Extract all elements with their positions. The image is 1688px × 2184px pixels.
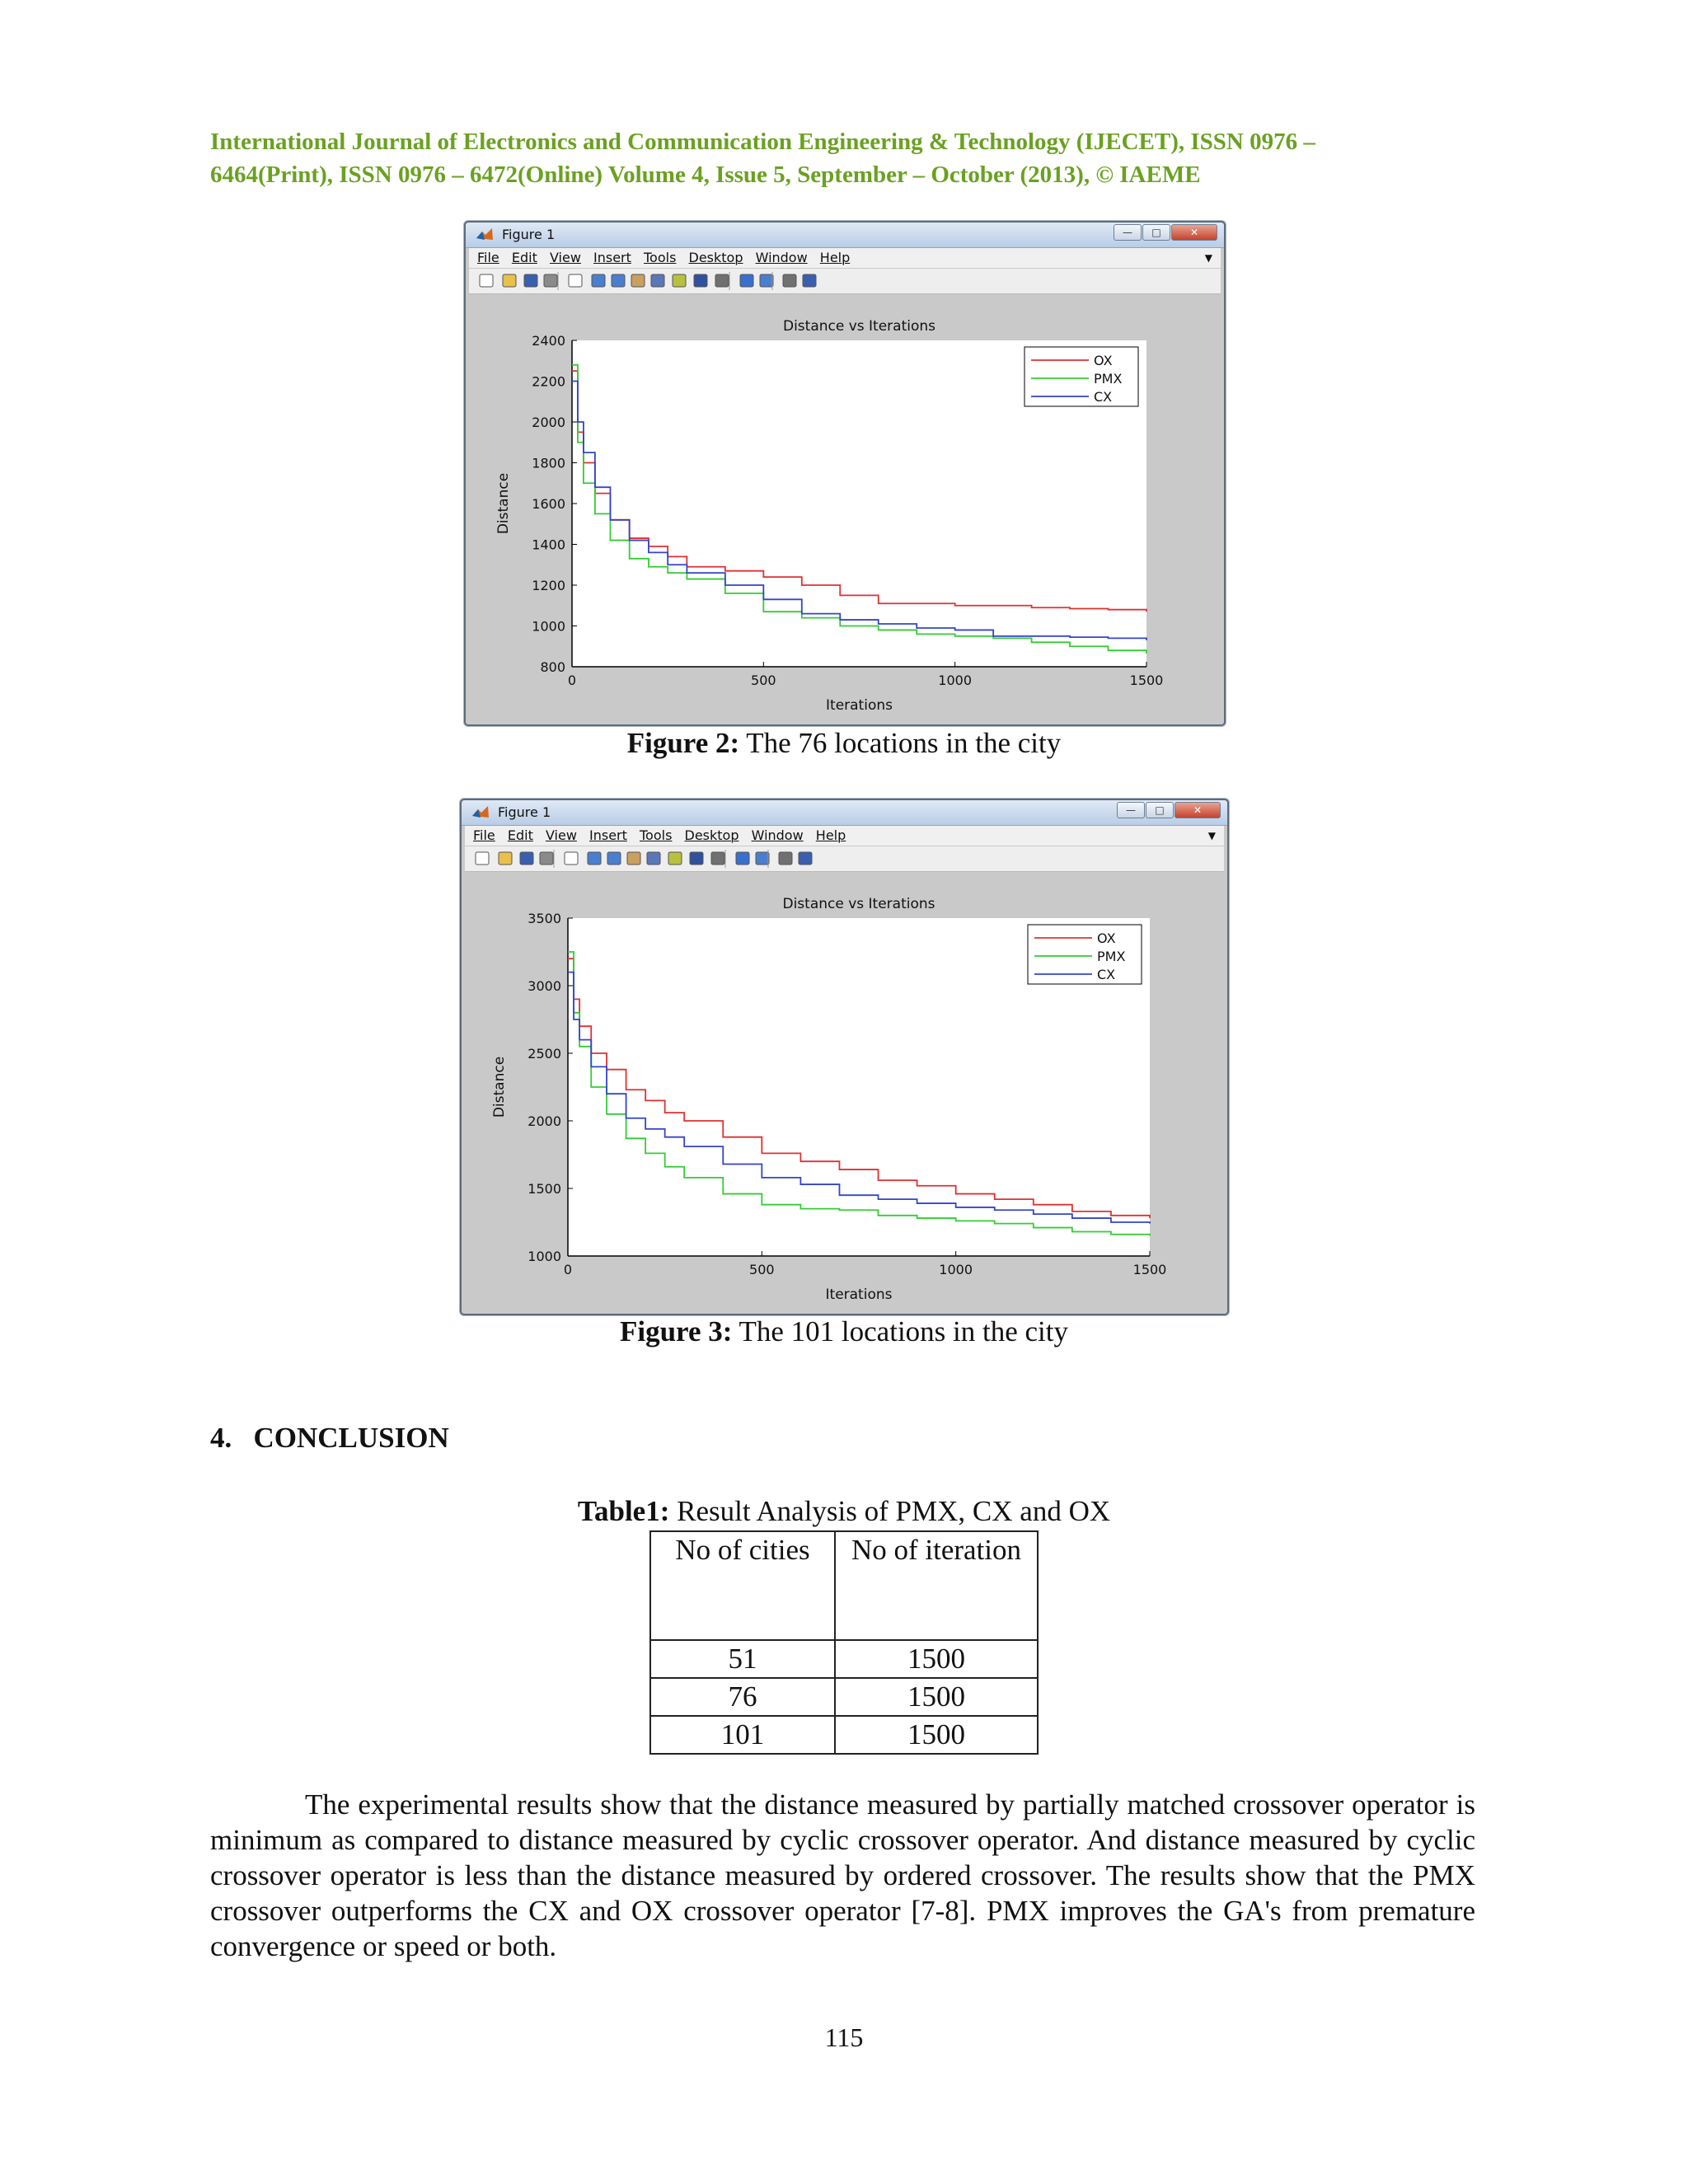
close-icon[interactable]: ✕ — [1175, 802, 1221, 818]
zoom-out-icon[interactable] — [612, 274, 625, 287]
x-tick-label: 0 — [567, 673, 577, 688]
y-tick-label: 1600 — [532, 496, 565, 512]
print-icon[interactable] — [544, 274, 557, 287]
window-titlebar — [462, 800, 1227, 826]
save-icon[interactable] — [520, 852, 533, 865]
y-tick-label: 2200 — [532, 373, 565, 390]
toolbar-icons — [465, 846, 1227, 871]
menubar — [469, 248, 1221, 268]
table-row — [650, 1678, 1038, 1716]
y-tick-label: 2500 — [528, 1046, 561, 1062]
print-icon-shape — [540, 852, 553, 865]
window-title: Figure 1 — [502, 227, 556, 242]
x-tick-label: 500 — [749, 1262, 775, 1277]
menu-file[interactable]: File — [477, 250, 499, 265]
chart-figure-3 — [465, 873, 1224, 1309]
zoom-in-icon[interactable] — [588, 852, 601, 865]
minimize-icon[interactable]: — — [1114, 224, 1142, 241]
menu-help[interactable]: Help — [815, 827, 846, 843]
data-cursor-icon[interactable] — [668, 852, 682, 865]
y-tick-label: 2400 — [532, 333, 565, 349]
zoom-out-icon-shape — [612, 274, 625, 287]
colorbar-icon-shape — [740, 274, 753, 287]
link-plot-icon-shape — [715, 274, 729, 287]
x-tick-label: 1500 — [1132, 1262, 1167, 1277]
menu-view[interactable]: View — [549, 250, 581, 265]
section-heading — [210, 1422, 449, 1455]
menu-tools[interactable]: Tools — [640, 827, 673, 843]
brush-icon-shape — [690, 852, 703, 865]
y-tick-label: 1800 — [532, 455, 565, 471]
y-axis-label: Distance — [495, 472, 512, 535]
table-caption-text: Result Analysis of PMX, CX and OX — [669, 1495, 1111, 1527]
menu-help[interactable]: Help — [819, 250, 851, 265]
chart-title: Distance vs Iterations — [782, 318, 936, 335]
figure-window-2 — [460, 799, 1229, 1315]
show-plot-tools-icon-shape — [803, 274, 816, 287]
arrow-select-icon[interactable] — [565, 852, 578, 865]
menu-overflow-icon[interactable]: ▼ — [1207, 830, 1216, 841]
legend-icon[interactable] — [756, 852, 769, 865]
menu-overflow-icon[interactable]: ▼ — [1204, 252, 1212, 264]
colorbar-icon-shape — [736, 852, 749, 865]
table-header-row — [650, 1531, 1038, 1640]
link-plot-icon[interactable] — [711, 852, 724, 865]
arrow-select-icon-shape — [569, 274, 582, 287]
hide-plot-tools-icon[interactable] — [783, 274, 796, 287]
figure-window-1 — [464, 221, 1226, 726]
print-icon[interactable] — [540, 852, 553, 865]
y-tick-label: 1500 — [528, 1181, 561, 1197]
zoom-in-icon[interactable] — [592, 274, 605, 287]
x-axis-label: Iterations — [825, 1286, 893, 1303]
menu-window[interactable]: Window — [755, 250, 808, 265]
chart-title: Distance vs Iterations — [782, 896, 935, 912]
figure-3-caption-text: The 101 locations in the city — [732, 1315, 1069, 1347]
brush-icon-shape — [694, 274, 707, 287]
rotate-3d-icon-shape — [647, 852, 660, 865]
menu-window[interactable]: Window — [751, 827, 804, 843]
y-tick-label: 2000 — [532, 415, 565, 430]
figure-toolbar — [469, 269, 1221, 294]
table-cell: 101 — [650, 1716, 835, 1754]
y-axis-label: Distance — [491, 1056, 508, 1118]
x-tick-label: 1000 — [938, 673, 973, 688]
x-axis-label: Iterations — [826, 697, 893, 714]
menu-view[interactable]: View — [545, 827, 577, 843]
legend-label-pmx: PMX — [1097, 949, 1126, 964]
table-row — [650, 1640, 1038, 1678]
menubar — [465, 826, 1224, 846]
hide-plot-tools-icon[interactable] — [779, 852, 792, 865]
link-plot-icon[interactable] — [715, 274, 729, 287]
section-number: 4. — [210, 1422, 232, 1454]
table-cell: 1500 — [835, 1640, 1038, 1678]
table-caption-label: Table1: — [577, 1495, 670, 1527]
rotate-3d-icon[interactable] — [651, 274, 664, 287]
data-cursor-icon-shape — [668, 852, 682, 865]
maximize-icon[interactable]: □ — [1142, 224, 1170, 241]
menu-edit[interactable]: Edit — [511, 250, 537, 265]
zoom-out-icon[interactable] — [607, 852, 621, 865]
menu-tools[interactable]: Tools — [644, 250, 677, 265]
journal-header-line1: International Journal of Electronics and Communication Engineering & Technology (IJECET), ISSN 0976 – — [210, 129, 1315, 155]
save-icon-shape — [520, 852, 533, 865]
result-table — [649, 1530, 1039, 1755]
zoom-in-icon-shape — [588, 852, 601, 865]
new-figure-icon-shape — [480, 274, 493, 287]
y-tick-label: 1400 — [532, 537, 565, 553]
window-title: Figure 1 — [498, 804, 551, 820]
brush-icon[interactable] — [690, 852, 703, 865]
open-file-icon[interactable] — [499, 852, 512, 865]
matlab-logo-icon — [471, 804, 490, 819]
figure-2-caption — [0, 727, 1688, 760]
x-tick-label: 500 — [751, 673, 776, 688]
menu-edit[interactable]: Edit — [507, 827, 533, 843]
matlab-logo-icon — [476, 227, 494, 241]
colorbar-icon[interactable] — [736, 852, 749, 865]
link-plot-icon-shape — [711, 852, 724, 865]
pan-hand-icon-shape — [627, 852, 640, 865]
minimize-icon[interactable]: — — [1117, 802, 1145, 818]
arrow-select-icon-shape — [565, 852, 578, 865]
journal-header — [210, 125, 1479, 191]
save-icon-shape — [524, 274, 537, 287]
chart-area — [469, 295, 1221, 721]
figure-3-caption-label: Figure 3: — [619, 1315, 733, 1347]
data-cursor-icon[interactable] — [673, 274, 686, 287]
chart-figure-2 — [469, 295, 1221, 719]
figure-toolbar — [465, 846, 1224, 872]
legend-icon-shape — [760, 274, 773, 287]
table-caption — [0, 1495, 1688, 1528]
page-number: 115 — [824, 2022, 864, 2052]
new-figure-icon-shape — [476, 852, 489, 865]
menu-desktop[interactable]: Desktop — [688, 250, 743, 265]
legend-icon-shape — [756, 852, 769, 865]
menu-insert[interactable]: Insert — [589, 827, 627, 843]
zoom-in-icon-shape — [592, 274, 605, 287]
table-cell: 51 — [650, 1640, 835, 1678]
y-tick-label: 1200 — [532, 578, 565, 593]
colorbar-icon[interactable] — [740, 274, 753, 287]
y-tick-label: 1000 — [528, 1249, 561, 1264]
legend-label-ox: OX — [1097, 930, 1116, 946]
hide-plot-tools-icon-shape — [783, 274, 796, 287]
show-plot-tools-icon[interactable] — [803, 274, 816, 287]
close-icon[interactable]: ✕ — [1171, 224, 1217, 241]
x-tick-label: 0 — [563, 1262, 573, 1277]
maximize-icon[interactable]: □ — [1146, 802, 1174, 818]
legend-label-pmx: PMX — [1094, 371, 1123, 387]
section-title: CONCLUSION — [253, 1422, 449, 1454]
table-header-cities: No of cities — [650, 1531, 835, 1640]
table-cell: 1500 — [835, 1678, 1038, 1716]
table-row — [650, 1716, 1038, 1754]
conclusion-paragraph: The experimental results show that the distance measured by partially matched crossover operator is minimum as compared to distance measured by cyclic crossover operator. And distance measured by cyclic crossover operator is less than the distance measured by ordered crossover. The results show that the PMX crossover outperforms the CX and OX crossover operator [7-8]. PMX improves the GA's from premature convergence or speed or both. — [210, 1788, 1475, 1962]
pan-hand-icon[interactable] — [631, 274, 645, 287]
toolbar-icons — [469, 269, 1224, 293]
legend-label-ox: OX — [1094, 353, 1113, 368]
table-cell: 1500 — [835, 1716, 1038, 1754]
table-header-iteration: No of iteration — [835, 1531, 1038, 1640]
chart-area — [465, 873, 1224, 1310]
y-tick-label: 3500 — [528, 911, 561, 926]
menu-desktop[interactable]: Desktop — [684, 827, 739, 843]
data-cursor-icon-shape — [673, 274, 686, 287]
y-tick-label: 800 — [540, 659, 565, 675]
show-plot-tools-icon[interactable] — [799, 852, 812, 865]
new-figure-icon[interactable] — [480, 274, 493, 287]
y-tick-label: 2000 — [528, 1113, 561, 1129]
pan-hand-icon[interactable] — [627, 852, 640, 865]
zoom-out-icon-shape — [607, 852, 621, 865]
figure-3-caption — [0, 1315, 1688, 1348]
show-plot-tools-icon-shape — [799, 852, 812, 865]
window-titlebar — [466, 223, 1224, 248]
legend-icon[interactable] — [760, 274, 773, 287]
print-icon-shape — [544, 274, 557, 287]
figure-2-caption-label: Figure 2: — [626, 727, 740, 759]
arrow-select-icon[interactable] — [569, 274, 582, 287]
open-file-icon-shape — [499, 852, 512, 865]
save-icon[interactable] — [524, 274, 537, 287]
new-figure-icon[interactable] — [476, 852, 489, 865]
y-tick-label: 3000 — [528, 978, 561, 994]
open-file-icon[interactable] — [503, 274, 516, 287]
rotate-3d-icon[interactable] — [647, 852, 660, 865]
pan-hand-icon-shape — [631, 274, 645, 287]
brush-icon[interactable] — [694, 274, 707, 287]
figure-2-caption-text: The 76 locations in the city — [739, 727, 1062, 759]
menu-file[interactable]: File — [473, 827, 495, 843]
open-file-icon-shape — [503, 274, 516, 287]
journal-header-line2: 6464(Print), ISSN 0976 – 6472(Online) Volume 4, Issue 5, September – October (2013), © IAEME — [210, 162, 1201, 188]
y-tick-label: 1000 — [532, 618, 565, 635]
x-tick-label: 1500 — [1129, 673, 1164, 688]
x-tick-label: 1000 — [939, 1262, 973, 1277]
legend-label-cx: CX — [1094, 389, 1113, 405]
table-cell: 76 — [650, 1678, 835, 1716]
hide-plot-tools-icon-shape — [779, 852, 792, 865]
menu-insert[interactable]: Insert — [593, 250, 631, 265]
rotate-3d-icon-shape — [651, 274, 664, 287]
legend-label-cx: CX — [1097, 967, 1116, 982]
